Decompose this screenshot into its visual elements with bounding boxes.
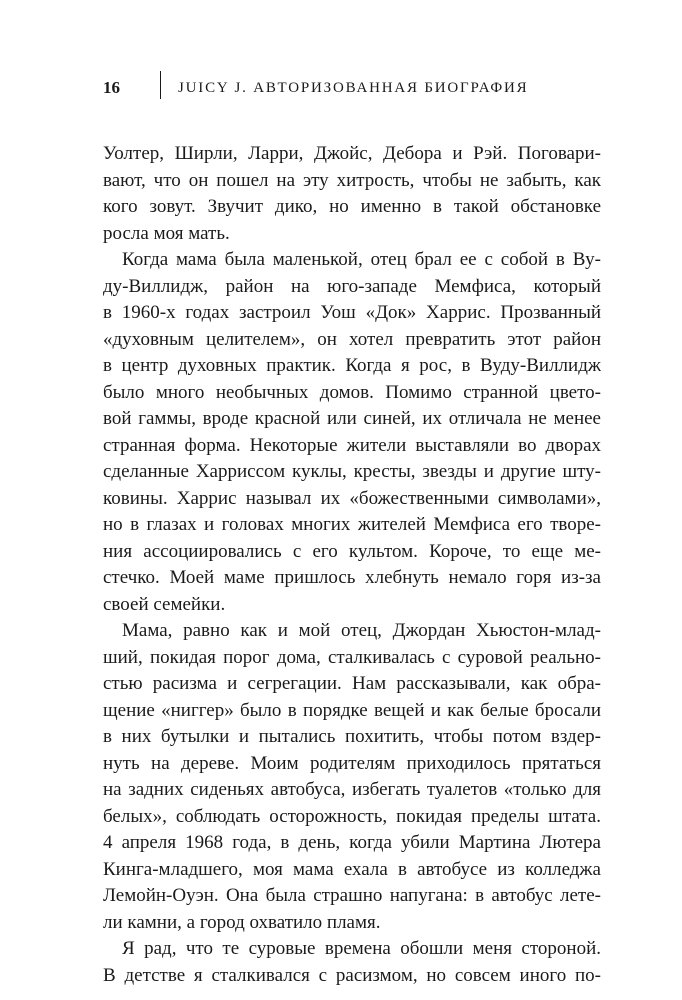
text-line: сделанные Харриссом куклы, кресты, звезды и другие шту- xyxy=(103,461,601,482)
text-line: нуть на дереве. Моим родителям приходилось прятаться xyxy=(103,752,601,774)
text-line: Я рад, что те суровые времена обошли меня стороной. xyxy=(122,938,601,959)
text-line: Когда мама была маленькой, отец брал ее с собой в Ву- xyxy=(122,249,601,270)
text-line: странная форма. Некоторые жители выставляли во дворах xyxy=(103,434,601,456)
paragraph-4 xyxy=(103,936,601,989)
text-line: Уолтер, Ширли, Ларри, Джойс, Дебора и Рэй. Поговари- xyxy=(103,143,601,164)
text-line: кого зовут. Звучит дико, но именно в такой обстановке xyxy=(103,196,601,217)
text-line: Лемойн-Оуэн. Она была страшно напугана: в автобус лете- xyxy=(103,885,601,906)
text-line: ду-Виллидж, район на юго-западе Мемфиса, который xyxy=(103,275,601,297)
text-line: ший, покидая порог дома, сталкивалась с суровой реально- xyxy=(103,646,601,668)
text-line: стечко. Моей маме пришлось хлебнуть немало горя из-за xyxy=(103,567,601,588)
text-line: росла моя мать. xyxy=(103,222,230,244)
text-line: щение «ниггер» было в порядке вещей и как белые бросали xyxy=(103,699,601,721)
text-line: вой гаммы, вроде красной или синей, их отличала не менее xyxy=(103,408,601,429)
header-divider xyxy=(160,71,161,99)
running-title: JUICY J. АВТОРИЗОВАННАЯ БИОГРАФИЯ xyxy=(178,80,529,96)
paragraph-1 xyxy=(103,141,601,247)
text-line: стью расизма и сегрегации. Нам рассказывали, как обра- xyxy=(103,673,601,694)
text-line: «духовным целителем», он хотел превратить этот район xyxy=(103,328,601,350)
text-line: в 1960-х годах застроил Уош «Док» Харрис. Прозванный xyxy=(103,302,601,323)
text-line: белых», соблюдать осторожность, покидая пределы штата. xyxy=(103,805,601,827)
text-line: было много необычных домов. Помимо странной цвето- xyxy=(103,381,601,403)
paragraph-2 xyxy=(103,247,601,618)
text-line: Мама, равно как и мой отец, Джордан Хьюстон-млад- xyxy=(122,620,601,641)
text-line: ли камни, а город охватило пламя. xyxy=(103,911,381,933)
running-header xyxy=(103,77,603,99)
text-line: 4 апреля 1968 года, в день, когда убили Мартина Лютера xyxy=(103,832,601,853)
text-line: Кинга-младшего, моя мама ехала в автобусе из колледжа xyxy=(103,858,601,880)
text-line: своей семейки. xyxy=(103,593,226,615)
text-line: ния ассоциировались с его культом. Короче, то еще ме- xyxy=(103,540,601,562)
text-line: ковины. Харрис называл их «божественными символами», xyxy=(103,487,601,509)
text-line: в центр духовных практик. Когда я рос, в Вуду-Виллидж xyxy=(103,355,601,376)
text-line: В детстве я сталкивался с расизмом, но совсем иного по- xyxy=(103,964,601,986)
text-line: в них бутылки и пытались похитить, чтобы потом вздер- xyxy=(103,726,601,747)
paragraph-3 xyxy=(103,618,601,936)
text-line: но в глазах и головах многих жителей Мемфиса его творе- xyxy=(103,514,601,535)
page-number: 16 xyxy=(103,78,120,97)
body-text xyxy=(103,141,601,989)
text-line: вают, что он пошел на эту хитрость, чтобы не забыть, как xyxy=(103,169,601,191)
text-line: на задних сиденьях автобуса, избегать туалетов «только для xyxy=(103,779,601,800)
